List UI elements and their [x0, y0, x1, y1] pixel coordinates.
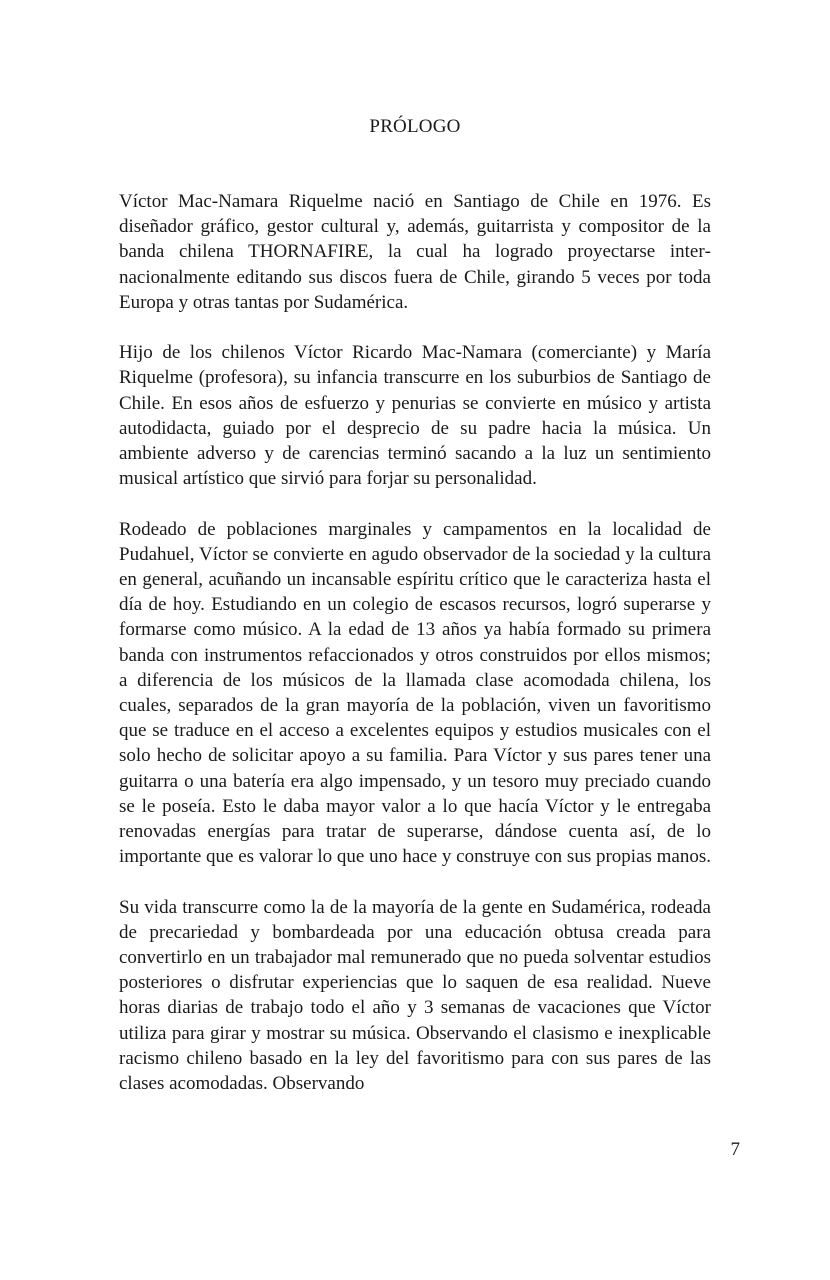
chapter-heading: PRÓLOGO: [369, 116, 461, 137]
paragraph-3: Rodeado de poblaciones marginales y campamentos en la localidad de Pudahuel, Víctor se convierte en agudo observador de la sociedad y la cultura en general, acuñando un incansable espíritu crítico que le caracteriza hasta el día de hoy. Estudiando en un colegio de escasos recursos, logró superarse y formarse como músico. A la edad de 13 años ya había formado su primera banda con instrumentos refaccionados y otros construidos por ellos mismos; a diferencia de los músicos de la llamada clase acomodada chilena, los cuales, separados de la gran mayoría de la población, viven un favoritismo que se traduce en el acceso a excelentes equipos y estudios musicales con el solo hecho de solicitar apoyo a su familia. Para Víctor y sus pares tener una guitarra o una batería era algo impensado, y un tesoro muy preciado cuando se le poseía. Esto le daba mayor valor a lo que hacía Víctor y le entregaba renovadas energías para tratar de superarse, dándose cuenta así, de lo importante que es valorar lo que uno hace y construye con sus propias manos.: [119, 518, 712, 868]
page-number: 7: [730, 1139, 740, 1160]
paragraph-2: Hijo de los chilenos Víctor Ricardo Mac-Namara (comerciante) y María Riquelme (profesora), su infancia transcurre en los suburbios de Santiago de Chile. En esos años de esfuerzo y penurias se convierte en músico y artista autodidacta, guiado por el desprecio de su padre hacia la música. Un ambiente adverso y de carencias terminó sacando a la luz un sentimiento musical artístico que sirvió para forjar su personalidad.: [119, 342, 711, 490]
paragraph-4: Su vida transcurre como la de la mayoría de la gente en Sudamérica, rodeada de precariedad y bombardeada por una educación obtusa creada para convertirlo en un trabajador mal remunerado que no pueda solventar estudios posteriores o disfrutar experiencias que lo saquen de esa realidad. Nueve horas diarias de trabajo todo el año y 3 semanas de vacaciones que Víctor utiliza para girar y mostrar su música. Observando el clasismo e inexplicable racismo chileno basado en la ley del favoritismo para con sus pares de las clases acomodadas. Observando: [119, 896, 711, 1095]
paragraph-1: Víctor Mac-Namara Riquelme nació en Santiago de Chile en 1976. Es diseñador gráfico, gestor cultural y, además, guitarrista y compositor de la banda chilena THORNAFIRE, la cual ha logrado proyectarse internacionalmente editando sus discos fuera de Chile, girando 5 veces por toda Europa y otras tantas por Sudamérica.: [119, 191, 711, 313]
body-text: [119, 189, 711, 1096]
